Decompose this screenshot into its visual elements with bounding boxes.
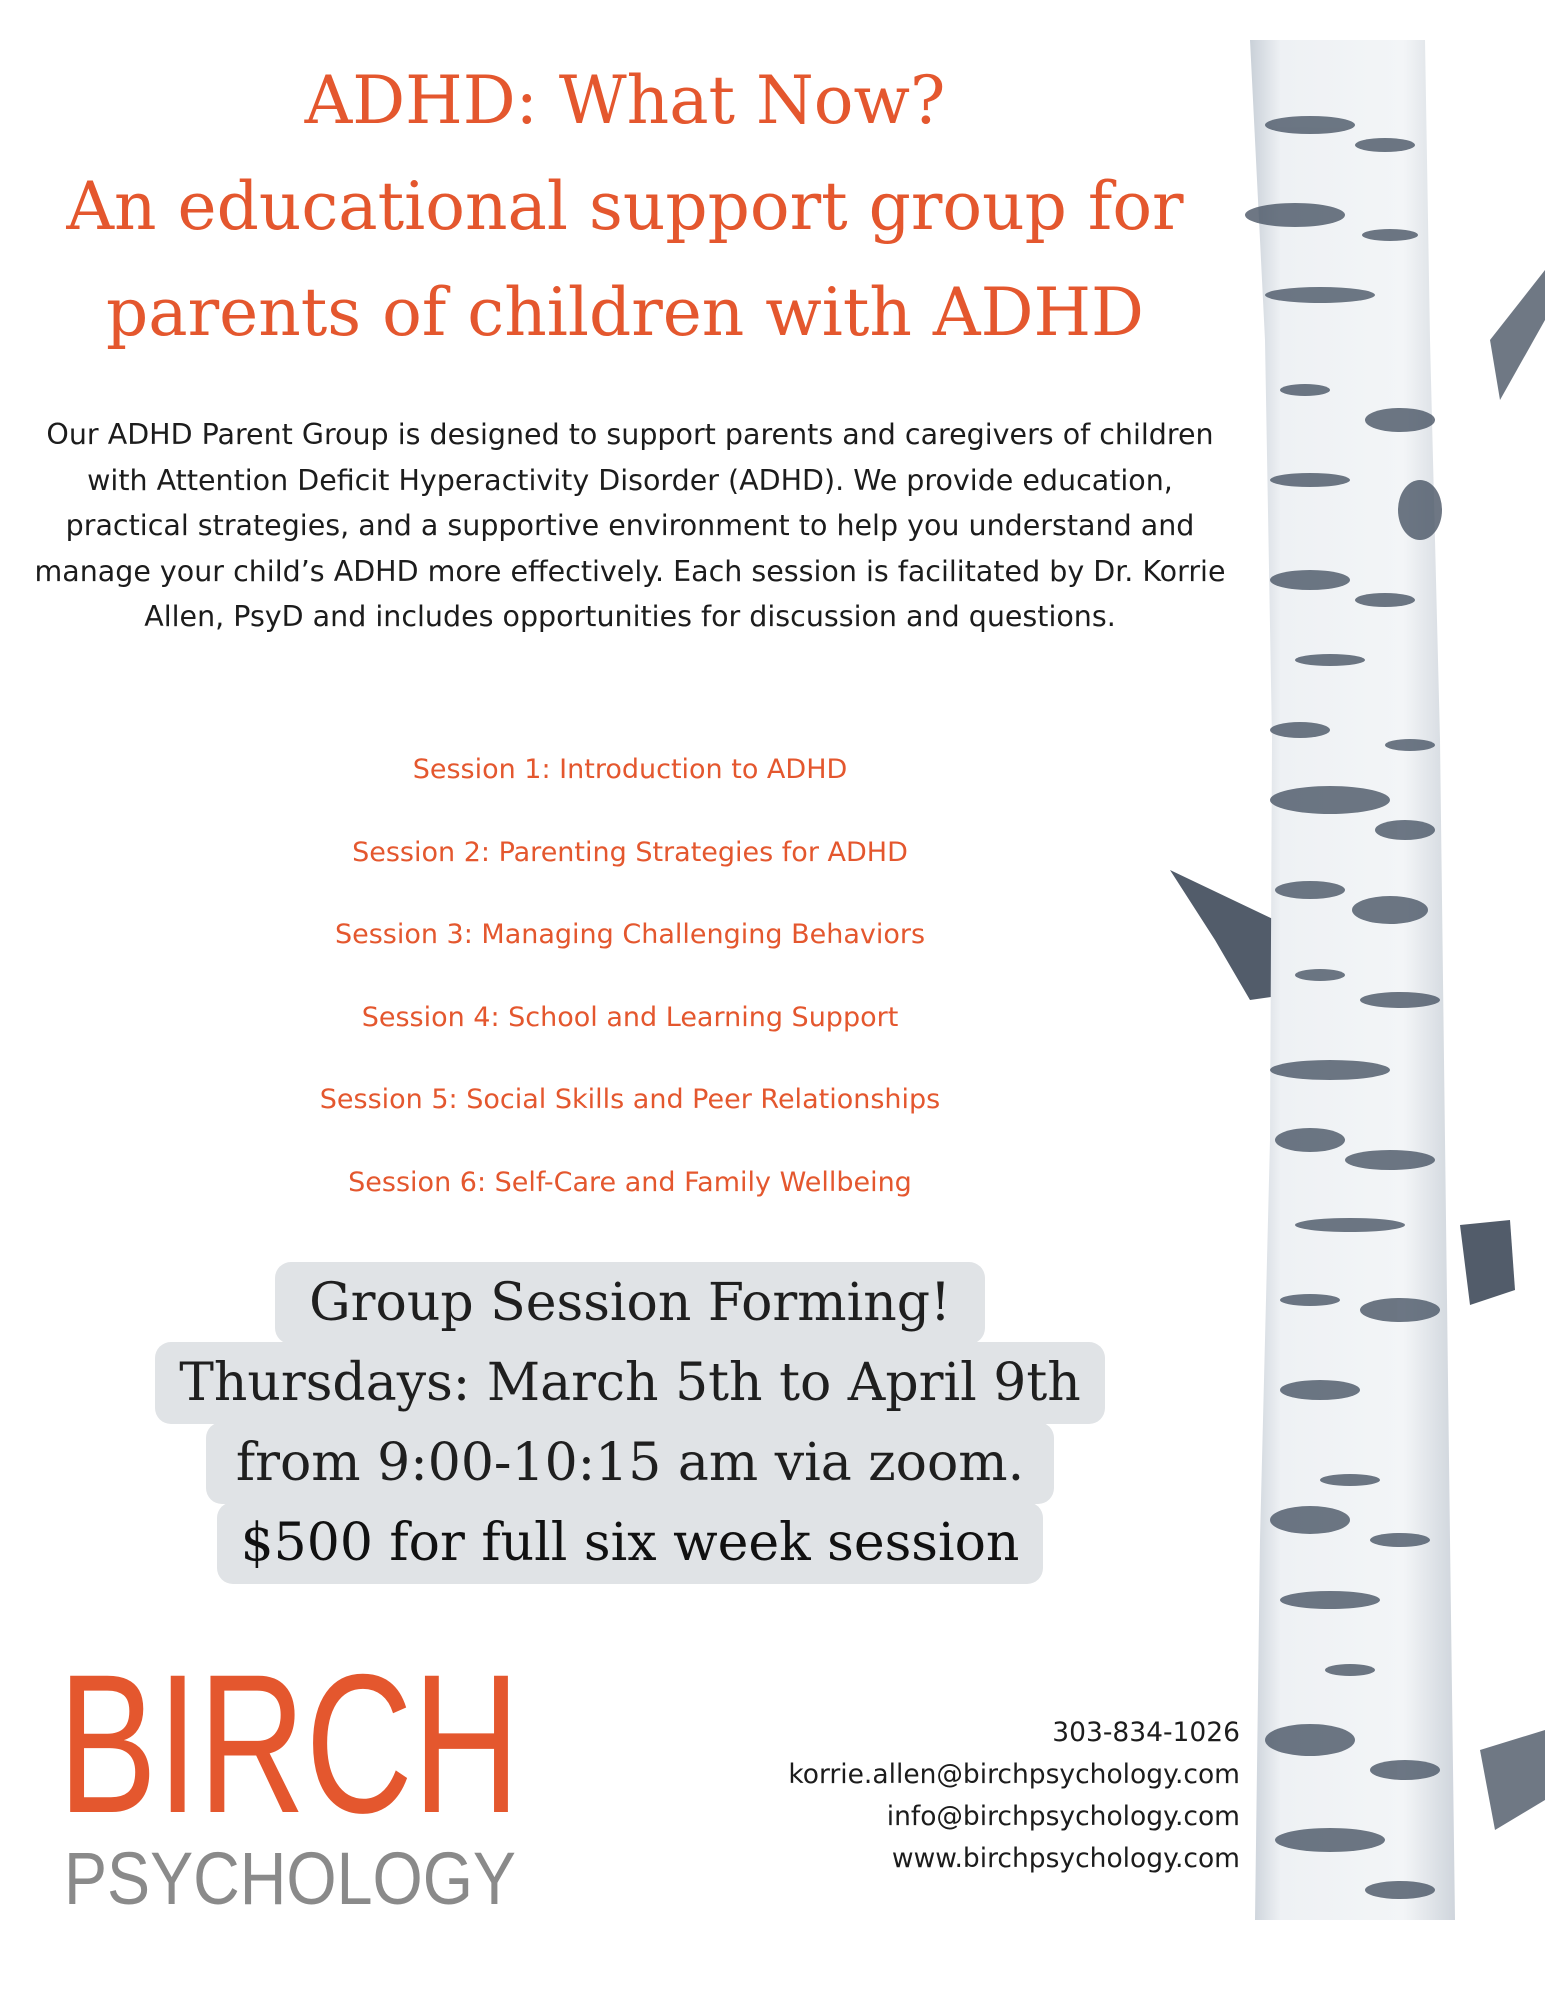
intro-paragraph: Our ADHD Parent Group is designed to support parents and caregivers of children with Attention Deficit Hyperactivity Disorder (ADHD). We provide education, practical strategies, and a supportive environment to help you understand and manage your child’s ADHD more effectively. Each session is facilitated by Dr. Korrie Allen, PsyD and includes opportunities for discussion and questions.	[34, 418, 1226, 633]
birch-psychology-logo	[58, 1622, 528, 1920]
title-line-2: An educational support group for	[66, 168, 1184, 245]
session-item-2: Session 2: Parenting Strategies for ADHD	[352, 836, 908, 868]
session-item-5: Session 5: Social Skills and Peer Relationships	[319, 1084, 941, 1115]
session-item-1: Session 1: Introduction to ADHD	[412, 754, 848, 785]
birch-tree-illustration	[1160, 40, 1545, 1920]
contact-email-korrie: korrie.allen@birchpsychology.com	[788, 1759, 1240, 1790]
schedule-forming: Group Session Forming!	[275, 1262, 985, 1344]
contact-phone: 303-834-1026	[1052, 1717, 1240, 1748]
logo-word-psychology: PSYCHOLOGY	[64, 1837, 516, 1920]
schedule-price: $500 for full six week session	[217, 1502, 1044, 1584]
contact-website: www.birchpsychology.com	[891, 1843, 1240, 1874]
branch-right-middle-icon	[1460, 1220, 1515, 1305]
contact-email-info: info@birchpsychology.com	[886, 1801, 1240, 1832]
title-line-1: ADHD: What Now?	[304, 62, 946, 139]
session-list	[0, 752, 1260, 1247]
branch-right-top-icon	[1490, 270, 1545, 400]
schedule-time: from 9:00-10:15 am via zoom.	[206, 1422, 1054, 1504]
schedule-dates: Thursdays: March 5th to April 9th	[155, 1342, 1105, 1424]
session-item-3: Session 3: Managing Challenging Behaviors	[334, 919, 926, 950]
birch-trunk	[1250, 40, 1455, 1920]
session-item-4: Session 4: School and Learning Support	[361, 1001, 899, 1033]
page-title	[0, 48, 1250, 366]
branch-right-bottom-icon	[1480, 1730, 1545, 1830]
logo-word-birch: BIRCH	[58, 1633, 520, 1854]
title-line-3: parents of children with ADHD	[106, 274, 1144, 351]
branch-left-icon	[1170, 870, 1285, 1000]
schedule-block	[0, 1262, 1260, 1582]
session-item-6: Session 6: Self-Care and Family Wellbeing	[348, 1166, 912, 1198]
